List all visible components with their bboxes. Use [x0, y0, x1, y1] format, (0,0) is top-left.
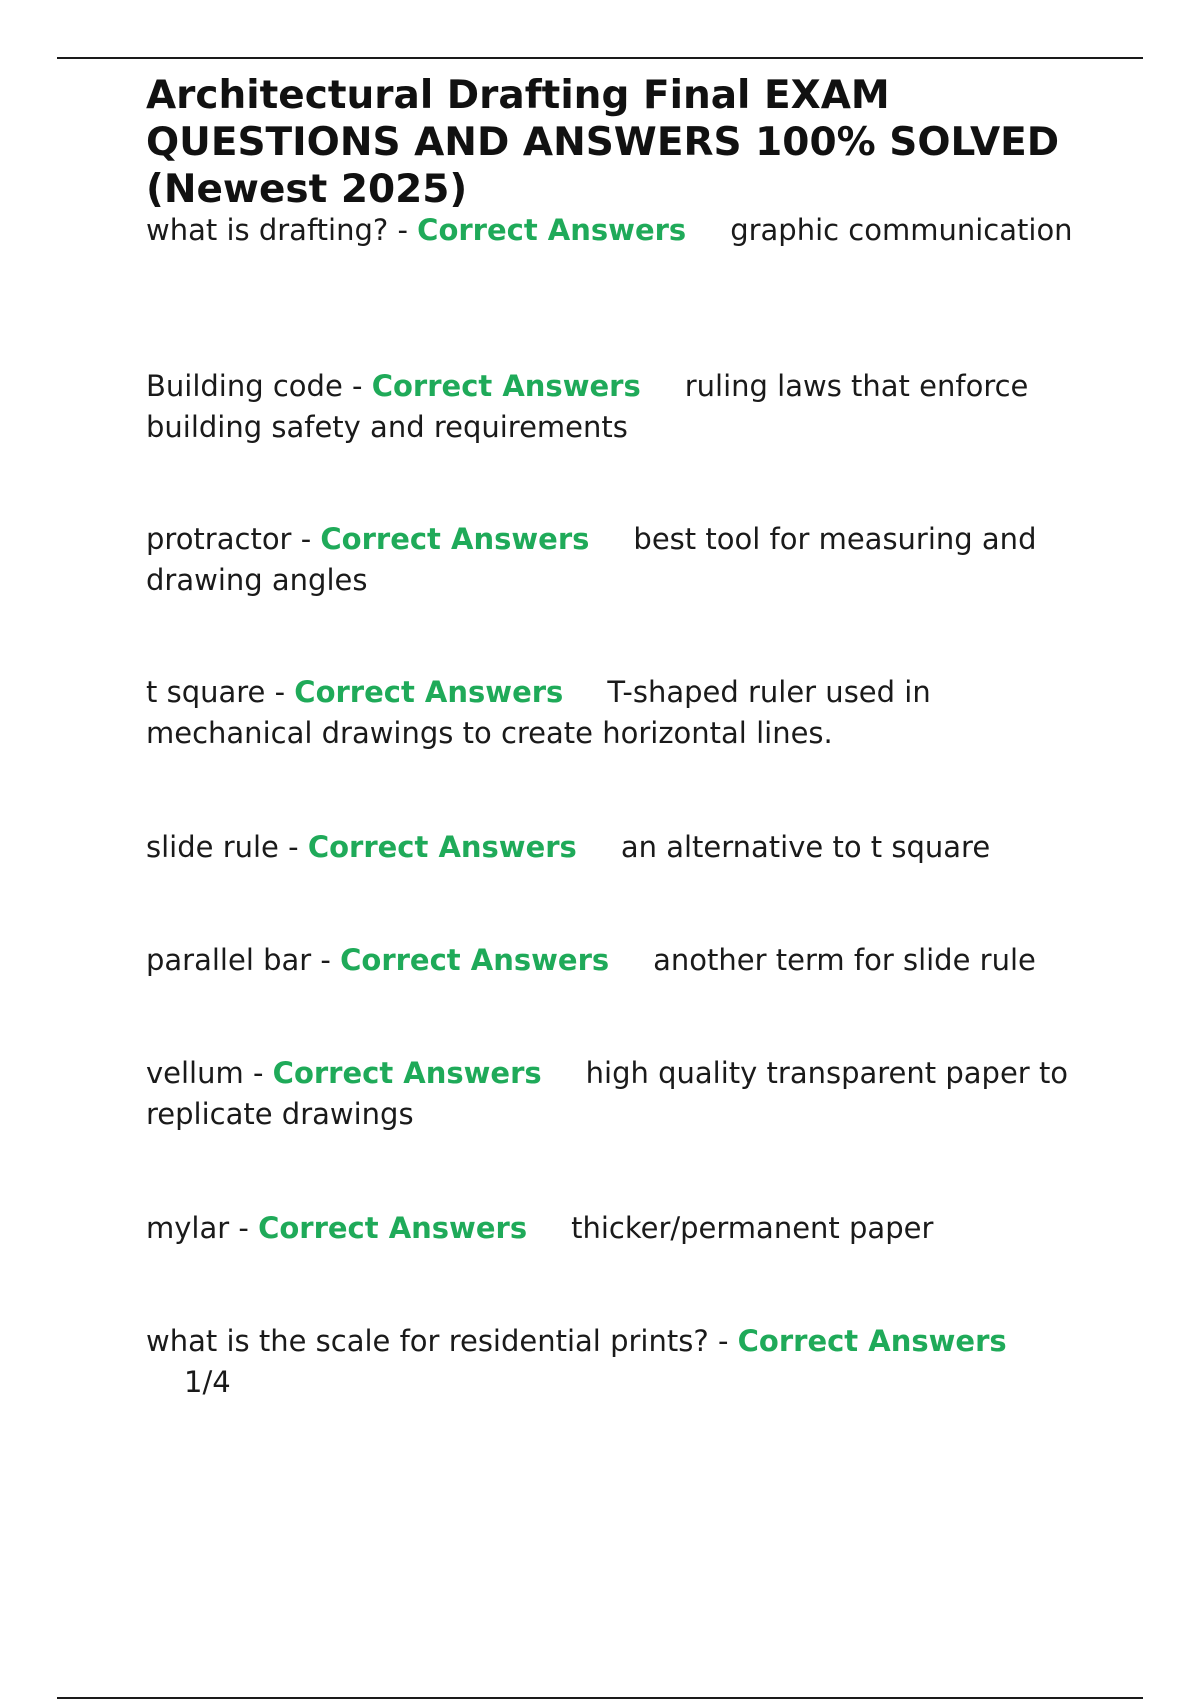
qa-item — [146, 366, 1086, 448]
question-text: t square — [146, 675, 266, 709]
document-header — [146, 72, 1086, 213]
qa-item — [146, 519, 1086, 601]
question-text: Building code — [146, 369, 343, 403]
question-text: what is drafting? — [146, 213, 389, 247]
bottom-rule — [57, 1697, 1143, 1699]
question-text: slide rule — [146, 830, 279, 864]
separator: - — [388, 213, 418, 247]
separator: - — [342, 369, 372, 403]
answer-label: Correct Answers — [371, 369, 641, 403]
question-text: protractor — [146, 522, 292, 556]
top-rule — [57, 57, 1143, 59]
document-title: Architectural Drafting Final EXAM QUESTIONS AND ANSWERS 100% SOLVED (Newest 2025) — [146, 73, 1060, 212]
answer-label: Correct Answers — [272, 1056, 542, 1090]
separator: - — [708, 1324, 738, 1358]
separator: - — [311, 943, 341, 977]
answer-label: Correct Answers — [294, 675, 564, 709]
qa-item — [146, 940, 1086, 981]
qa-item — [146, 827, 1086, 868]
qa-item — [146, 1208, 1086, 1249]
answer-label: Correct Answers — [340, 943, 610, 977]
qa-item — [146, 1053, 1086, 1135]
separator: - — [291, 522, 321, 556]
separator: - — [265, 675, 295, 709]
answer-text: best tool for measuring and drawing angles — [146, 522, 1037, 597]
answer-text: an alternative to t square — [620, 830, 991, 864]
answer-text: thicker/permanent paper — [571, 1211, 934, 1245]
answer-text: ruling laws that enforce building safety and requirements — [146, 369, 1029, 444]
separator: - — [278, 830, 308, 864]
qa-item — [146, 1321, 1086, 1403]
qa-item — [146, 672, 1086, 754]
answer-text: another term for slide rule — [653, 943, 1036, 977]
answer-text: graphic communication — [730, 213, 1073, 247]
answer-label: Correct Answers — [320, 522, 590, 556]
separator: - — [229, 1211, 259, 1245]
question-text: parallel bar — [146, 943, 312, 977]
answer-text: T-shaped ruler used in mechanical drawings to create horizontal lines. — [146, 675, 931, 750]
answer-label: Correct Answers — [258, 1211, 528, 1245]
answer-text: 1/4 — [184, 1365, 231, 1399]
separator: - — [243, 1056, 273, 1090]
question-text: vellum — [146, 1056, 244, 1090]
question-text: mylar — [146, 1211, 230, 1245]
answer-label: Correct Answers — [737, 1324, 1007, 1358]
qa-item — [146, 210, 1086, 251]
answer-label: Correct Answers — [417, 213, 687, 247]
answer-label: Correct Answers — [307, 830, 577, 864]
question-text: what is the scale for residential prints? — [146, 1324, 709, 1358]
answer-text: high quality transparent paper to replicate drawings — [146, 1056, 1069, 1131]
